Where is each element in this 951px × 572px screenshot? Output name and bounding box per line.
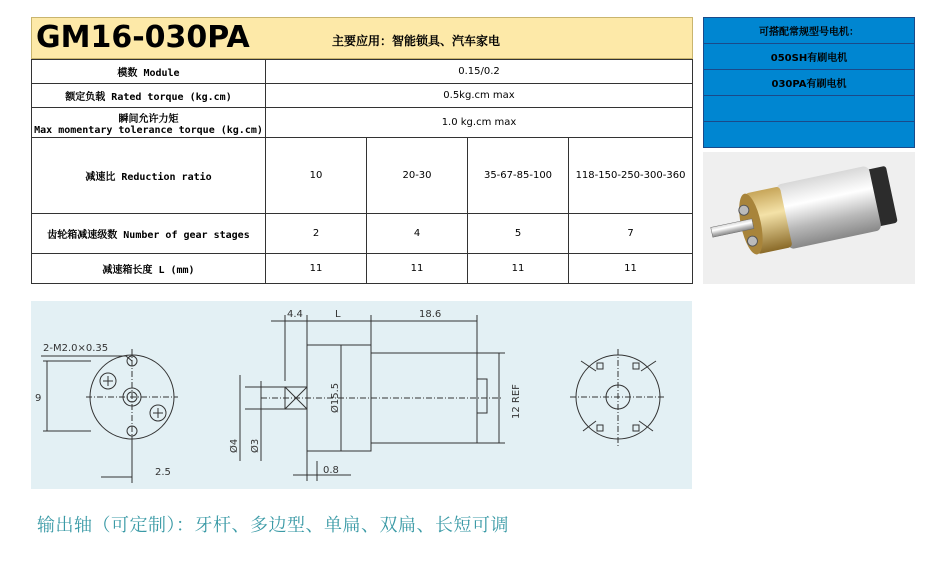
screw-spec-label: 2-M2.0×0.35 [43,343,109,354]
compatible-title: 可搭配常规型号电机： [704,18,915,44]
gearbox-length-label: 减速箱长度 L (mm) [32,254,266,284]
compatible-motors-panel [703,17,915,148]
dim-2-5: 2.5 [155,467,171,478]
table-row [32,84,693,108]
length-cell: 11 [569,254,693,284]
spec-table [31,59,693,284]
length-cell: 11 [266,254,367,284]
footer-note: 输出轴（可定制）：牙杆、多边型、单扁、双扁、长短可调 [37,515,509,536]
motor-item [704,122,915,148]
dim-12-ref: 12 REF [511,384,522,419]
application-text: 主要应用：智能锁具、汽车家电 [332,34,501,48]
stages-cell: 5 [468,214,569,254]
max-torque-value: 1.0 kg.cm max [266,108,693,138]
table-row [32,108,693,138]
max-torque-label-cn: 瞬间允许力矩 [118,113,179,125]
motor-item: 050SH有刷电机 [704,44,915,70]
module-value: 0.15/0.2 [266,60,693,84]
ratio-cell: 10 [266,138,367,214]
motor-photo-illustration [703,152,915,284]
dim-L: L [335,309,341,320]
ratio-cell: 118-150-250-300-360 [569,138,693,214]
dim-d15-5: Ø15.5 [330,382,341,413]
module-label: 模数 Module [32,60,266,84]
reduction-ratio-label: 减速比 Reduction ratio [32,138,266,214]
length-cell: 11 [468,254,569,284]
motor-item: 030PA有刷电机 [704,70,915,96]
max-torque-label-en: Max momentary tolerance torque (kg.cm) [34,124,263,136]
motor-photo [703,152,915,284]
dim-4-4: 4.4 [287,309,303,320]
model-title: GM16-030PA [36,20,250,55]
ratio-cell: 35-67-85-100 [468,138,569,214]
drawing-svg [31,301,692,489]
table-row [32,254,693,284]
gear-stages-label: 齿轮箱减速级数 Number of gear stages [32,214,266,254]
rated-torque-value: 0.5kg.cm max [266,84,693,108]
stages-cell: 4 [367,214,468,254]
motor-item [704,96,915,122]
dim-18-6: 18.6 [419,309,442,320]
dim-9: 9 [35,393,42,404]
max-torque-label [32,108,266,138]
dim-d3: Ø3 [250,438,261,453]
stages-cell: 2 [266,214,367,254]
dim-d4: Ø4 [229,438,240,453]
table-row [32,138,693,214]
table-row [32,214,693,254]
stages-cell: 7 [569,214,693,254]
rated-torque-label: 额定负载 Rated torque (kg.cm) [32,84,266,108]
title-bar [31,17,693,59]
length-cell: 11 [367,254,468,284]
technical-drawing [31,301,692,489]
ratio-cell: 20-30 [367,138,468,214]
table-row [32,60,693,84]
dim-0-8: 0.8 [323,465,339,476]
